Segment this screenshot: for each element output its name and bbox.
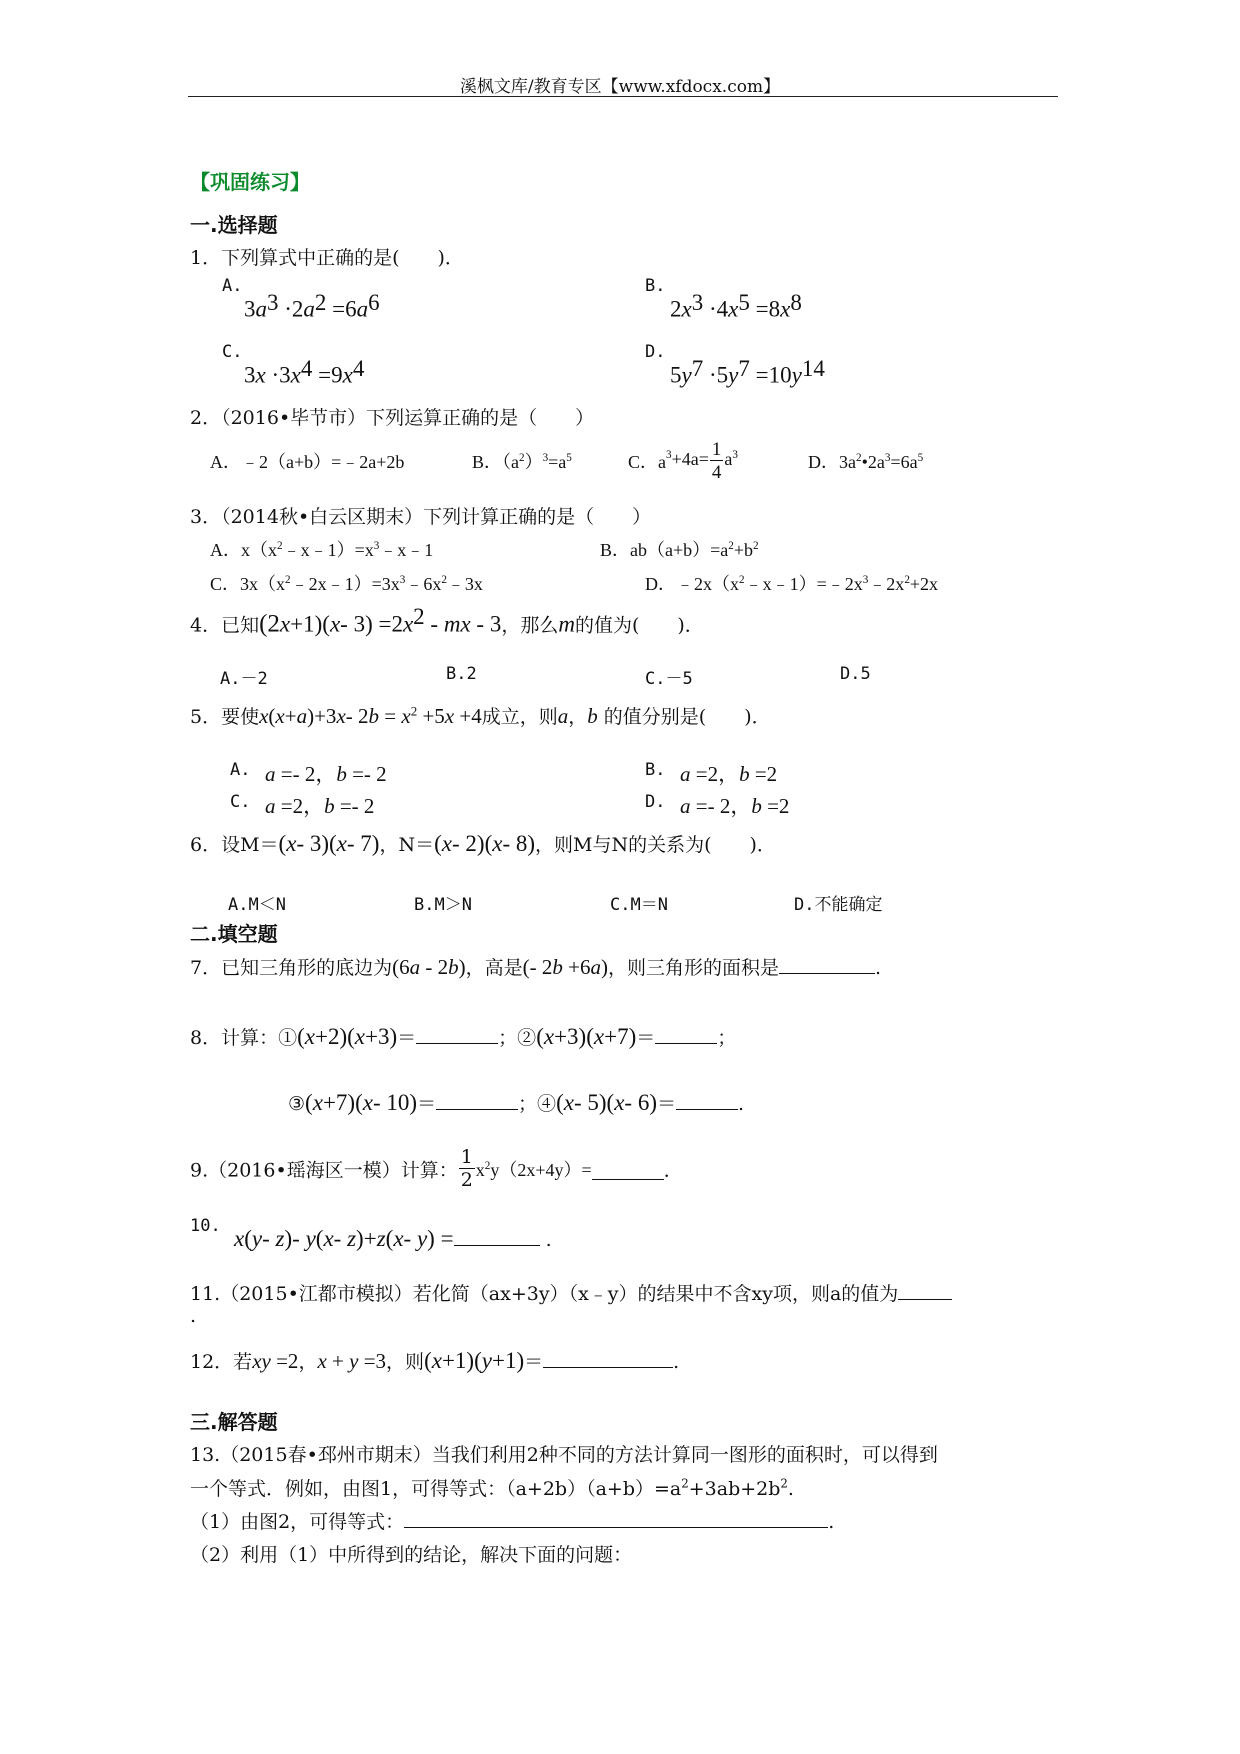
- q6-option-c: C.M＝N: [610, 895, 668, 915]
- q10-formula: x(y- z)- y(x- z)+z(x- y) = .: [234, 1226, 552, 1251]
- q1-option-a-formula: $3a^3 \cdot 2a^2 =6a^6$: [244, 290, 380, 322]
- q1-option-c-label: C.: [222, 342, 243, 362]
- q5-option-d-label: D.: [645, 792, 666, 812]
- q3-option-b: B．$ab(a+b)=a^2+b^2$: [600, 540, 759, 560]
- q6-option-b: B.M＞N: [414, 895, 472, 915]
- q4-option-d: D.5: [840, 664, 871, 684]
- q3-option-d: D．$﹣2x(x^2﹣x﹣1)=﹣2x^3﹣2x^2+2x$: [645, 574, 939, 594]
- header-divider: [188, 96, 1058, 97]
- q2-option-a: A．﹣2（a+b）=﹣2a+2b: [210, 452, 405, 472]
- page-header: 溪枫文库/教育专区【www.xfdocx.com】: [459, 77, 781, 97]
- exercise-title: 【巩固练习】: [190, 170, 310, 194]
- q1-option-b-formula: $2x^3 \cdot 4x^5 =8x^8$: [670, 290, 802, 322]
- q6-option-a: A.M＜N: [228, 895, 286, 915]
- q5-option-b-label: B.: [645, 760, 666, 780]
- q1-option-d-label: D.: [645, 342, 666, 362]
- q4-option-b: B.2: [446, 664, 477, 684]
- section-answer-title: 三.解答题: [190, 1410, 278, 1434]
- q5-option-c-label: C.: [230, 792, 251, 812]
- q13-line1: 13.（2015春•邳州市期末）当我们利用2种不同的方法计算同一图形的面积时，可以得到: [190, 1444, 938, 1466]
- q8-line1: 8．计算：①(x+2)(x+3)＝ ；②(x+3)(x+7)＝ ；: [190, 1023, 737, 1049]
- q2-option-d: D．$3a^2•2a^3=6a^5$: [808, 452, 924, 472]
- q5-option-d-value: a =- 2，b =2: [680, 794, 790, 818]
- q5-option-a-value: a =- 2，b =- 2: [265, 762, 387, 786]
- q2-option-b: B．$(a^2)^3=a^5$: [472, 452, 572, 472]
- section-choice-title: 一.选择题: [190, 213, 278, 237]
- q3-option-c: C．$3x(x^2﹣2x﹣1)=3x^3﹣6x^2﹣3x$: [210, 574, 483, 594]
- q1-option-c-formula: $3x \cdot 3x^4 =9x^4$: [244, 356, 365, 388]
- q13-line2: 一个等式．例如，由图1，可得等式：$(a+2b)(a+b)=a^2+3ab+2b^2$.: [190, 1476, 794, 1500]
- q3-stem: 3．（2014秋•白云区期末）下列计算正确的是（ ）: [190, 506, 652, 528]
- q6-option-d: D.不能确定: [794, 895, 883, 915]
- q4-stem: 4．已知(2x+1)(x- $3) =2x^2$ - mx - 3，那么m的值为( )．: [190, 604, 704, 638]
- q13-line4: （2）利用（1）中所得到的结论，解决下面的问题：: [190, 1544, 633, 1566]
- q11-stem: 11.（2015•江都市模拟）若化简（ax+3y）（x﹣y）的结果中不含xy项，则a的值为: [190, 1278, 952, 1306]
- q5-option-b-value: a =2，b =2: [680, 762, 778, 786]
- section-fill-title: 二.填空题: [190, 922, 278, 946]
- q10-label: 10.: [190, 1216, 221, 1236]
- q1-option-d-formula: $5y^7 \cdot 5y^7 =10y^{14}$: [670, 356, 825, 388]
- q1-option-b-label: B.: [645, 276, 666, 296]
- q8-line2: ③(x+7)(x- 10)＝ ；④(x- 5)(x- 6)＝ .: [288, 1089, 745, 1115]
- q2-option-c: C．$a^3+4a=$ $\frac{1}{4}$ $a^3$: [628, 439, 738, 483]
- q12-stem: 12．若xy =2，x + y =3，则(x+1)(y+1)＝ .: [190, 1347, 680, 1373]
- q1-stem: 1．下列算式中正确的是( )．: [190, 247, 464, 269]
- q5-option-a-label: A.: [230, 760, 251, 780]
- q1-option-a-label: A.: [222, 276, 243, 296]
- q3-option-a: A．$x(x^2﹣x﹣1)=x^3﹣x﹣1$: [210, 540, 434, 560]
- q13-line3: （1）由图2，可得等式： .: [190, 1506, 834, 1534]
- q5-stem: 5．要使x(x+a)+3x- $2b = x^2 +5x +4$成立，则a，b 的值分别是( )．: [190, 703, 771, 728]
- q6-stem: 6．设M＝(x- 3)(x- 7)，N＝(x- 2)(x- 8)，则M与N的关系为( )．: [190, 831, 776, 856]
- q9-stem: 9.（2016•瑶海区一模）计算： $\frac{1}{2}$ $x^2y(2x+4y)=$ ．: [190, 1146, 683, 1191]
- q7-stem: 7．已知三角形的底边为(6a - 2b)，高是(- 2b +6a)，则三角形的面积是 .: [190, 952, 881, 980]
- q5-option-c-value: a =2，b =- 2: [265, 794, 375, 818]
- q4-option-a: A.－2: [220, 669, 268, 689]
- q2-stem: 2．（2016•毕节市）下列运算正确的是（ ）: [190, 407, 595, 429]
- q11-period: .: [190, 1305, 197, 1327]
- q4-option-c: C.－5: [645, 669, 693, 689]
